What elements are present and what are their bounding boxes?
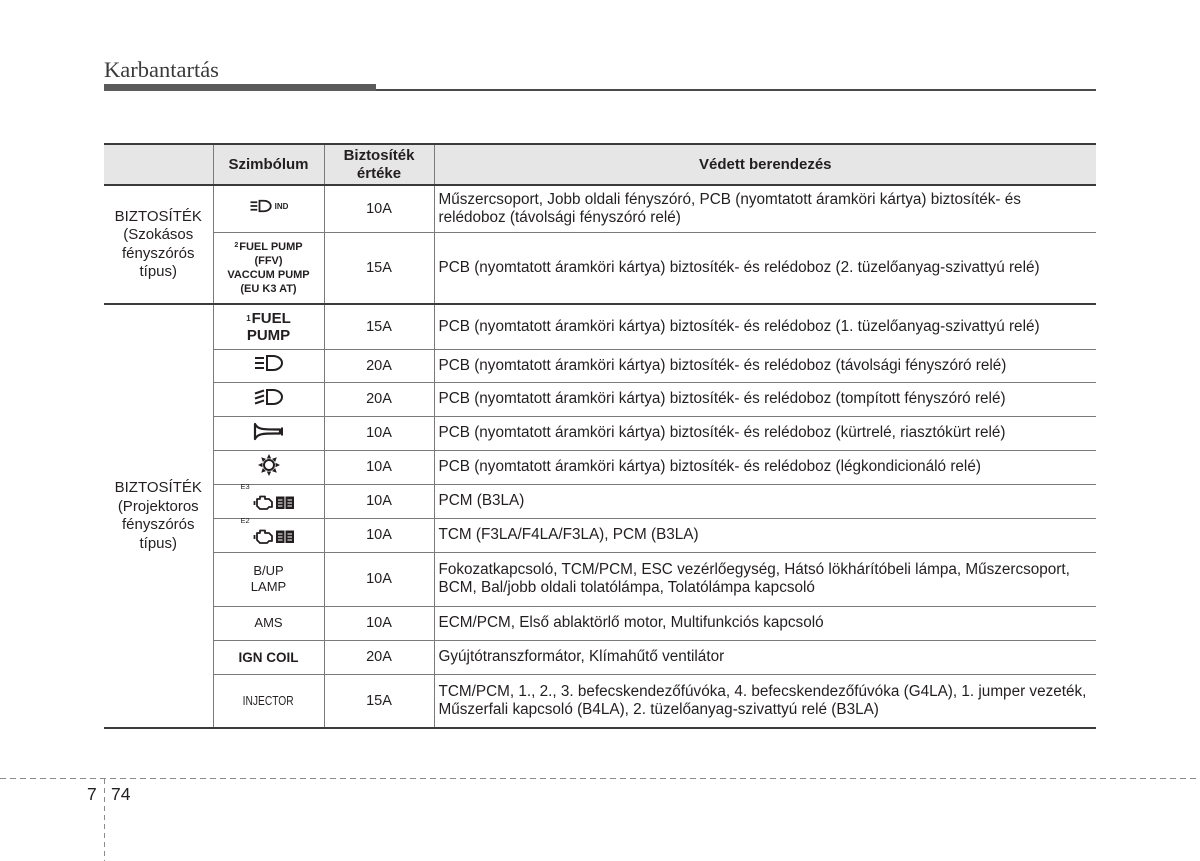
protected-circuits <box>434 518 1096 552</box>
symbol-text: FUEL <box>251 309 291 327</box>
symbol-cell <box>213 185 324 232</box>
header-symbol: Szimbólum <box>213 144 324 185</box>
symbol-cell <box>213 349 324 382</box>
description-line: PCM (B3LA) <box>438 492 525 509</box>
fuse-rating: 10A <box>324 518 434 552</box>
fuse-rating: 10A <box>324 416 434 450</box>
symbol-cell <box>213 382 324 416</box>
footnote-marker: 2 <box>234 241 239 249</box>
symbol-text-line: (FFV) <box>254 254 283 267</box>
symbol-cell <box>213 416 324 450</box>
symbol-superscript: E2 <box>240 515 250 525</box>
description-line: Műszercsoport, Jobb oldali fényszóró, PCB (nyomtatott áramköri kártya) biztosíték- és <box>438 190 1021 208</box>
protected-circuits <box>434 552 1096 606</box>
group-label <box>104 185 213 304</box>
symbol-cell <box>213 674 324 728</box>
fuse-rating: 15A <box>324 304 434 349</box>
description-line: PCB (nyomtatott áramköri kártya) biztosíték- és relédoboz (tompított fényszóró relé) <box>438 390 1006 407</box>
header-value-line: értéke <box>356 164 402 182</box>
table-row <box>104 518 1096 552</box>
symbol-cell <box>213 450 324 484</box>
table-row <box>104 232 1096 304</box>
description-line: Műszerfali kapcsoló (B4LA), 2. tüzelőanyag-szivattyú relé (B3LA) <box>438 700 879 718</box>
table-row <box>104 349 1096 382</box>
symbol-text-line: VACCUM PUMP <box>227 268 310 281</box>
title-rule-thin <box>376 89 1096 91</box>
section-title: Karbantartás <box>104 57 219 82</box>
table-row <box>104 382 1096 416</box>
group-label-line: (Szokásos <box>123 226 194 243</box>
protected-circuits <box>434 450 1096 484</box>
fuse-table <box>104 143 1096 729</box>
protected-circuits <box>434 304 1096 349</box>
high-beam-icon <box>253 354 285 372</box>
footer-dashed-divider <box>104 779 105 861</box>
group-label-line: típus) <box>139 534 177 552</box>
fuse-rating: 20A <box>324 640 434 674</box>
fuse-rating: 20A <box>324 382 434 416</box>
protected-circuits <box>434 185 1096 232</box>
protected-circuits <box>434 416 1096 450</box>
fuse-rating: 10A <box>324 484 434 518</box>
symbol-superscript: E3 <box>240 481 250 491</box>
description-line: Fokozatkapcsoló, TCM/PCM, ESC vezérlőegység, Hátsó lökhárítóbeli lámpa, Műszercsoport, <box>438 561 1070 578</box>
header-value-line: Biztosíték <box>343 146 415 164</box>
symbol-cell: IGN COIL <box>213 640 324 674</box>
table-row <box>104 185 1096 232</box>
description-line: relédoboz (távolsági fényszóró relé) <box>438 208 681 226</box>
group-label-line: típus) <box>139 263 177 280</box>
table-row <box>104 416 1096 450</box>
group-label-line: BIZTOSÍTÉK <box>114 207 202 225</box>
symbol-text: FUEL PUMP <box>239 240 303 253</box>
fuse-rating: 15A <box>324 232 434 304</box>
page-number: 74 <box>111 784 131 804</box>
table-row <box>104 484 1096 518</box>
protected-circuits <box>434 674 1096 728</box>
engine-manual-symbol <box>240 515 295 545</box>
description-line: PCB (nyomtatott áramköri kártya) biztosíték- és relédoboz (1. tüzelőanyag-szivattyú relé) <box>438 317 1040 335</box>
table-header <box>104 144 1096 185</box>
low-beam-symbol <box>253 388 285 406</box>
header-empty-cell <box>104 144 213 185</box>
description-line: PCB (nyomtatott áramköri kártya) biztosíték- és relédoboz (távolsági fényszóró relé) <box>438 356 1007 374</box>
high-beam-indicator-symbol <box>249 199 289 213</box>
group-label-line: BIZTOSÍTÉK <box>114 479 202 496</box>
engine-manual-symbol <box>240 481 295 511</box>
title-rule-thick <box>104 84 376 91</box>
description-line: BCM, Bal/jobb oldali tolatólámpa, Tolatólámpa kapcsoló <box>438 579 815 596</box>
table-row <box>104 450 1096 484</box>
high-beam-symbol <box>253 354 285 372</box>
table-row <box>104 606 1096 640</box>
footnote-marker: 1 <box>246 313 251 323</box>
fuse-rating: 20A <box>324 349 434 382</box>
fuse-rating: 10A <box>324 606 434 640</box>
protected-circuits <box>434 382 1096 416</box>
description-line: TCM (F3LA/F4LA/F3LA), PCM (B3LA) <box>438 526 699 543</box>
group-label-line: (Projektoros <box>117 497 199 515</box>
description-line: Gyújtótranszformátor, Klímahűtő ventilátor <box>438 648 725 665</box>
fuse-rating: 10A <box>324 450 434 484</box>
fuse-rating: 15A <box>324 674 434 728</box>
description-line: TCM/PCM, 1., 2., 3. befecskendezőfúvóka, 4. befecskendezőfúvóka (G4LA), 1. jumper vezeték, <box>438 682 1087 700</box>
symbol-text-line <box>214 240 324 254</box>
chapter-number: 7 <box>87 784 97 804</box>
protected-circuits <box>434 640 1096 674</box>
symbol-cell <box>213 515 324 552</box>
symbol-text: INJECTOR <box>242 693 295 708</box>
description-line: PCB (nyomtatott áramköri kártya) biztosíték- és relédoboz (2. tüzelőanyag-szivattyú relé) <box>438 258 1040 276</box>
engine-manual-icon <box>253 493 295 511</box>
description-line: PCB (nyomtatott áramköri kártya) biztosíték- és relédoboz (kürtrelé, riasztókürt relé) <box>438 424 1006 441</box>
symbol-text-line <box>214 310 324 327</box>
symbol-cell <box>213 232 324 304</box>
horn-symbol <box>252 421 286 441</box>
air-conditioning-symbol <box>257 453 281 477</box>
footer-dashed-rule <box>0 778 1200 779</box>
header-row <box>104 144 1096 185</box>
description-line: PCB (nyomtatott áramköri kártya) biztosíték- és relédoboz (légkondicionáló relé) <box>438 458 981 475</box>
group-label-line: fényszórós <box>121 244 195 262</box>
low-beam-icon <box>253 388 285 406</box>
symbol-text-line: (EU K3 AT) <box>240 282 297 295</box>
table-row <box>104 674 1096 728</box>
header-description: Védett berendezés <box>434 144 1096 185</box>
symbol-cell <box>213 481 324 518</box>
header-value <box>324 144 434 185</box>
symbol-cell <box>213 552 324 606</box>
symbol-text-line: LAMP <box>250 579 287 594</box>
protected-circuits <box>434 232 1096 304</box>
symbol-cell: AMS <box>213 606 324 640</box>
symbol-text-line: B/UP <box>253 563 284 578</box>
group-label-line: fényszórós <box>121 516 195 533</box>
symbol-text-line: PUMP <box>246 326 291 344</box>
fuse-rating: 10A <box>324 552 434 606</box>
horn-icon <box>252 421 286 441</box>
protected-circuits <box>434 484 1096 518</box>
group-label <box>104 304 213 728</box>
air-conditioning-icon <box>257 453 281 477</box>
high-beam-icon <box>249 199 273 213</box>
protected-circuits <box>434 606 1096 640</box>
table-body <box>104 185 1096 728</box>
fuse-rating: 10A <box>324 185 434 232</box>
table-row <box>104 304 1096 349</box>
symbol-cell <box>213 304 324 349</box>
engine-manual-icon <box>253 527 295 545</box>
description-line: ECM/PCM, Első ablaktörlő motor, Multifunkciós kapcsoló <box>438 614 824 631</box>
symbol-text: IND <box>274 201 289 211</box>
protected-circuits <box>434 349 1096 382</box>
table-row <box>104 640 1096 674</box>
table-row <box>104 552 1096 606</box>
